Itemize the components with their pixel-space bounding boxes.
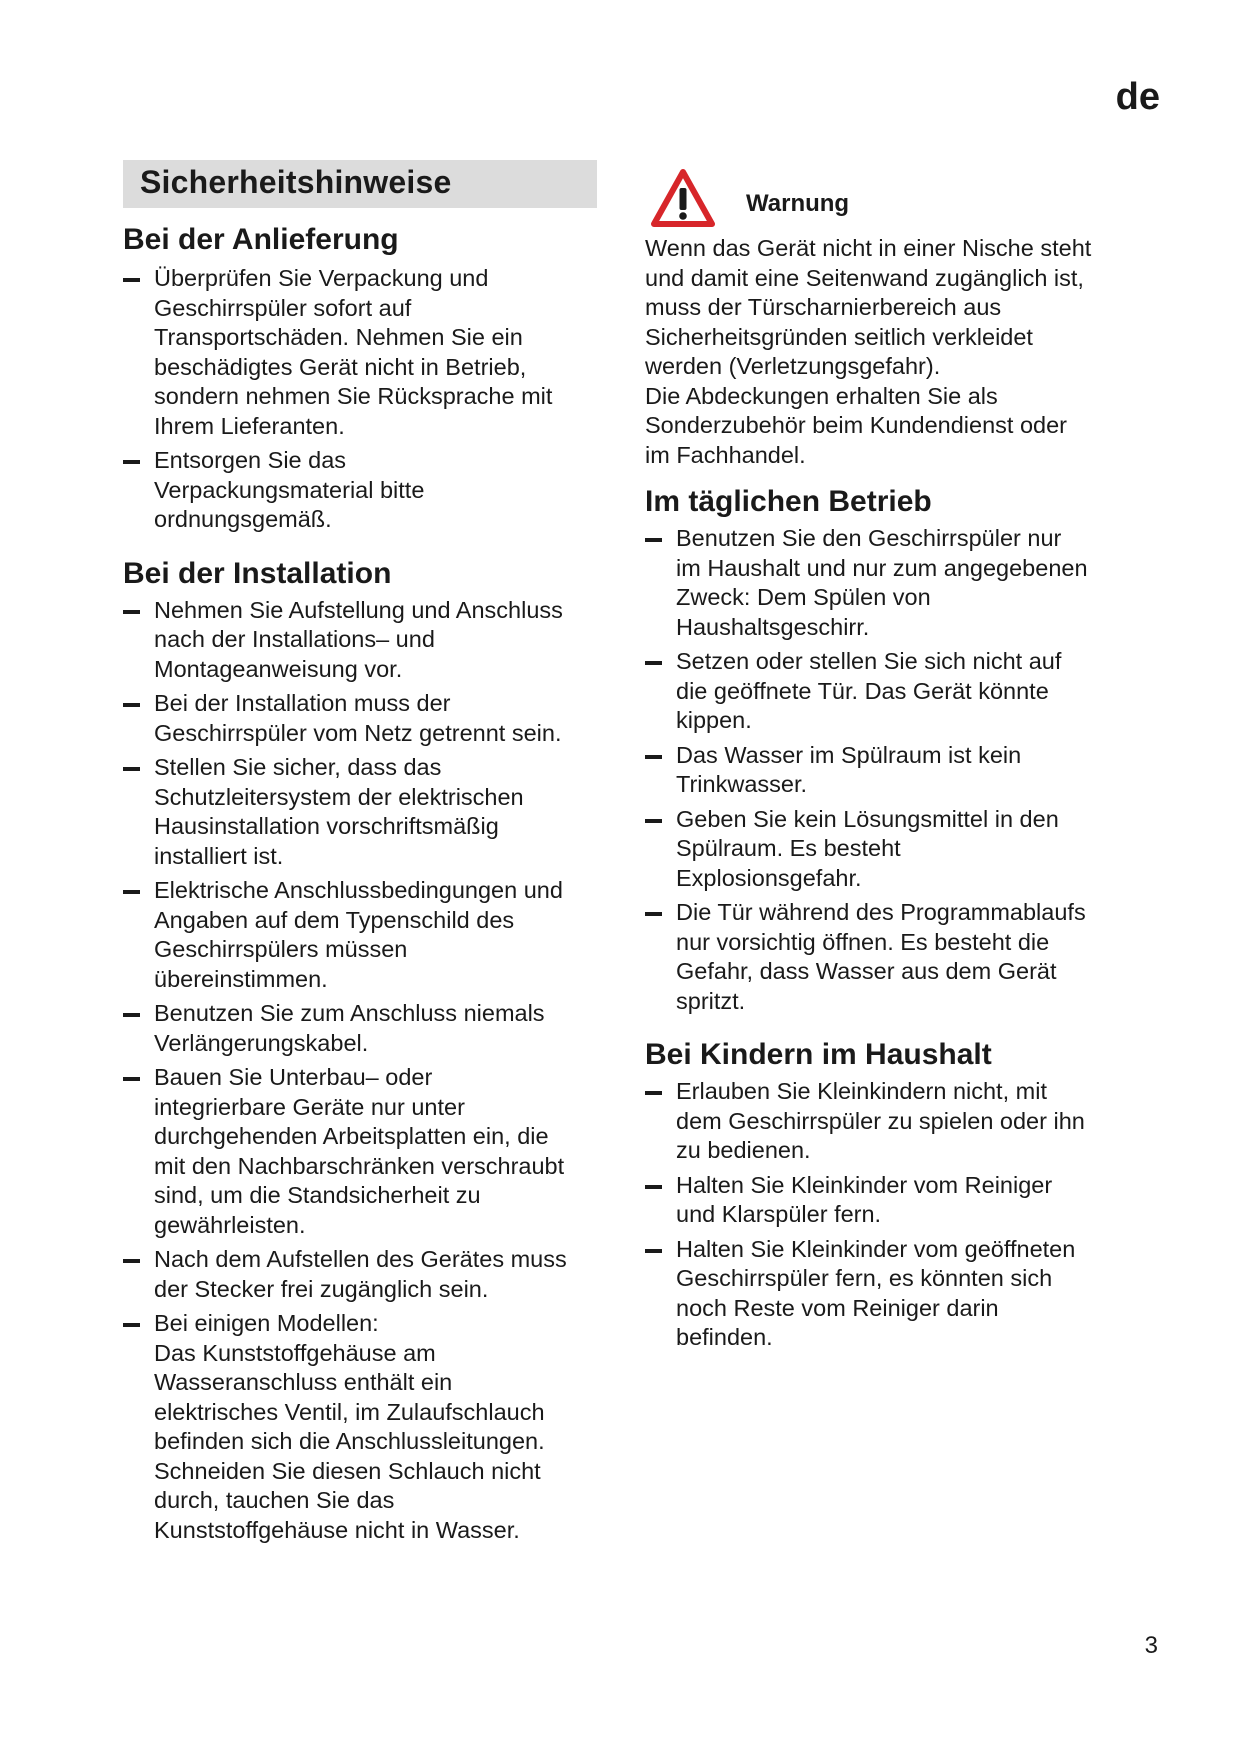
list-item: [645, 647, 1125, 736]
list-item: [123, 1063, 613, 1240]
list-item-line: Trinkwasser.: [676, 771, 808, 797]
warning-header: [645, 168, 1125, 234]
list-item-line: Bei einigen Modellen:: [154, 1310, 379, 1336]
list-item-line: Die Tür während des Programmablaufs: [676, 899, 1086, 925]
warning-line: muss der Türscharnierbereich aus: [645, 294, 1002, 320]
list-item-line: Das Kunststoffgehäuse am: [154, 1339, 436, 1366]
list-item-line: Setzen oder stellen Sie sich nicht auf: [676, 648, 1062, 674]
dash-bullet: [123, 460, 140, 464]
list-item-line: Schneiden Sie diesen Schlauch nicht: [154, 1457, 541, 1484]
list-item-line: Zweck: Dem Spülen von: [676, 584, 931, 610]
dash-bullet: [645, 755, 662, 759]
list-item-line: Geschirrspüler vom Netz getrennt sein.: [154, 719, 562, 746]
dash-bullet: [123, 1077, 140, 1081]
list-item-line: Verlängerungskabel.: [154, 1029, 369, 1056]
installation-list: [123, 596, 613, 1546]
list-item: [123, 689, 613, 748]
dash-bullet: [123, 703, 140, 707]
section-title-delivery: Bei der Anlieferung: [123, 223, 399, 256]
dash-bullet: [123, 767, 140, 771]
list-item-line: kippen.: [676, 707, 752, 733]
list-item-line: beschädigtes Gerät nicht in Betrieb,: [154, 353, 527, 380]
list-item-line: Benutzen Sie den Geschirrspüler nur: [676, 525, 1062, 551]
warning-line: Die Abdeckungen erhalten Sie als: [645, 382, 998, 409]
dash-bullet: [645, 1091, 662, 1095]
section-title-installation: Bei der Installation: [123, 556, 392, 590]
list-item-line: zu bedienen.: [676, 1137, 811, 1163]
list-item-line: Geschirrspülers müssen: [154, 936, 408, 962]
warning-title: Warnung: [746, 190, 850, 217]
list-item-line: Erlauben Sie Kleinkindern nicht, mit: [676, 1078, 1047, 1104]
warning-text: [645, 234, 1125, 470]
list-item-line: Explosionsgefahr.: [676, 864, 862, 891]
dash-bullet: [123, 1013, 140, 1017]
delivery-list: [123, 264, 613, 535]
list-item: [123, 446, 613, 535]
warning-triangle-icon: [650, 168, 716, 228]
daily-operation-list: [645, 524, 1125, 1016]
dash-bullet: [645, 1185, 662, 1189]
list-item-line: Schutzleitersystem der elektrischen: [154, 783, 524, 810]
list-item-line: Geschirrspüler fern, es könnten sich: [676, 1265, 1053, 1291]
list-item-line: und Klarspüler fern.: [676, 1201, 882, 1227]
list-item-line: Nehmen Sie Aufstellung und Anschluss: [154, 596, 563, 623]
list-item-line: spritzt.: [676, 987, 746, 1014]
dash-bullet: [123, 1259, 140, 1263]
list-item-line: Nach dem Aufstellen des Gerätes muss: [154, 1246, 567, 1272]
list-item: [645, 1235, 1125, 1353]
list-item-line: Bauen Sie Unterbau– oder: [154, 1064, 433, 1090]
list-item-line: dem Geschirrspüler zu spielen oder ihn: [676, 1107, 1085, 1134]
page-title: Sicherheitshinweise: [123, 160, 597, 208]
list-item-line: der Stecker frei zugänglich sein.: [154, 1275, 489, 1302]
dash-bullet: [645, 819, 662, 823]
list-item: [123, 264, 613, 441]
list-item-line: Bei der Installation muss der: [154, 690, 451, 716]
dash-bullet: [645, 1249, 662, 1253]
list-item-line: im Haushalt und nur zum angegebenen: [676, 554, 1088, 581]
list-item-line: Halten Sie Kleinkinder vom Reiniger: [676, 1171, 1053, 1198]
list-item: [645, 805, 1125, 894]
list-item-line: Geschirrspüler sofort auf: [154, 294, 412, 321]
list-item-line: nur vorsichtig öffnen. Es besteht die: [676, 928, 1050, 955]
list-item-line: Das Wasser im Spülraum ist kein: [676, 741, 1022, 768]
list-item-line: elektrisches Ventil, im Zulaufschlauch: [154, 1398, 545, 1425]
language-code: de: [1115, 76, 1160, 118]
warning-line: im Fachhandel.: [645, 441, 806, 468]
warning-line: Wenn das Gerät nicht in einer Nische steht: [645, 235, 1092, 261]
list-item-line: noch Reste vom Reiniger darin: [676, 1294, 999, 1321]
list-item-line: befinden sich die Anschlussleitungen.: [154, 1428, 545, 1454]
list-item-line: Entsorgen Sie das: [154, 447, 347, 473]
right-column: [645, 168, 1125, 1358]
dash-bullet: [645, 538, 662, 542]
list-item-line: Angaben auf dem Typenschild des: [154, 906, 515, 933]
list-item-line: Spülraum. Es besteht: [676, 835, 901, 861]
list-item-line: mit den Nachbarschränken verschraubt: [154, 1152, 565, 1179]
list-item: [123, 753, 613, 871]
left-column: [123, 160, 613, 1550]
list-item-line: sind, um die Standsicherheit zu: [154, 1182, 481, 1208]
list-item: [645, 1171, 1125, 1230]
list-item: [645, 1077, 1125, 1166]
list-item-line: Geben Sie kein Lösungsmittel in den: [676, 805, 1059, 832]
list-item-line: Benutzen Sie zum Anschluss niemals: [154, 1000, 545, 1026]
list-item-line: Haushaltsgeschirr.: [676, 613, 870, 640]
list-item-line: ordnungsgemäß.: [154, 506, 332, 532]
list-item: [123, 1245, 613, 1304]
warning-line: Sonderzubehör beim Kundendienst oder: [645, 412, 1067, 438]
list-item-line: Montageanweisung vor.: [154, 655, 403, 682]
list-item-line: installiert ist.: [154, 842, 284, 869]
list-item-line: durchgehenden Arbeitsplatten ein, die: [154, 1123, 549, 1149]
list-item-line: Transportschäden. Nehmen Sie ein: [154, 324, 523, 350]
list-item-line: befinden.: [676, 1324, 773, 1350]
list-item-line: übereinstimmen.: [154, 965, 328, 992]
children-list: [645, 1077, 1125, 1353]
list-item-line: Ihrem Lieferanten.: [154, 412, 345, 439]
dash-bullet: [123, 610, 140, 614]
section-title-children: Bei Kindern im Haushalt: [645, 1038, 992, 1071]
list-item-line: die geöffnete Tür. Das Gerät könnte: [676, 677, 1049, 704]
list-item: [645, 524, 1125, 642]
list-item-line: Elektrische Anschlussbedingungen und: [154, 877, 563, 903]
list-item-line: Halten Sie Kleinkinder vom geöffneten: [676, 1235, 1076, 1262]
list-item-line: gewährleisten.: [154, 1211, 306, 1238]
dash-bullet: [123, 1323, 140, 1327]
list-item: [645, 741, 1125, 800]
list-item: [123, 596, 613, 685]
list-item-line: Gefahr, dass Wasser aus dem Gerät: [676, 958, 1057, 984]
list-item-line: sondern nehmen Sie Rücksprache mit: [154, 383, 553, 409]
dash-bullet: [123, 278, 140, 282]
warning-line: und damit eine Seitenwand zugänglich ist,: [645, 264, 1084, 291]
list-item-line: Überprüfen Sie Verpackung und: [154, 265, 489, 291]
list-item-line: Wasseranschluss enthält ein: [154, 1369, 453, 1395]
list-item: [123, 1309, 613, 1545]
dash-bullet: [645, 661, 662, 665]
list-item: [645, 898, 1125, 1016]
page-number: 3: [1144, 1632, 1158, 1659]
dash-bullet: [123, 890, 140, 894]
list-item-line: Kunststoffgehäuse nicht in Wasser.: [154, 1516, 520, 1543]
section-title-daily-operation: Im täglichen Betrieb: [645, 485, 932, 518]
list-item-line: Hausinstallation vorschriftsmäßig: [154, 813, 499, 839]
list-item: [123, 876, 613, 994]
list-item-line: Verpackungsmaterial bitte: [154, 476, 425, 503]
list-item-line: durch, tauchen Sie das: [154, 1487, 395, 1513]
warning-line: werden (Verletzungsgefahr).: [645, 353, 941, 379]
list-item-line: integrierbare Geräte nur unter: [154, 1093, 465, 1120]
list-item-line: Stellen Sie sicher, dass das: [154, 754, 442, 780]
list-item-line: nach der Installations– und: [154, 626, 435, 652]
list-item: [123, 999, 613, 1058]
warning-line: Sicherheitsgründen seitlich verkleidet: [645, 323, 1033, 350]
dash-bullet: [645, 912, 662, 916]
